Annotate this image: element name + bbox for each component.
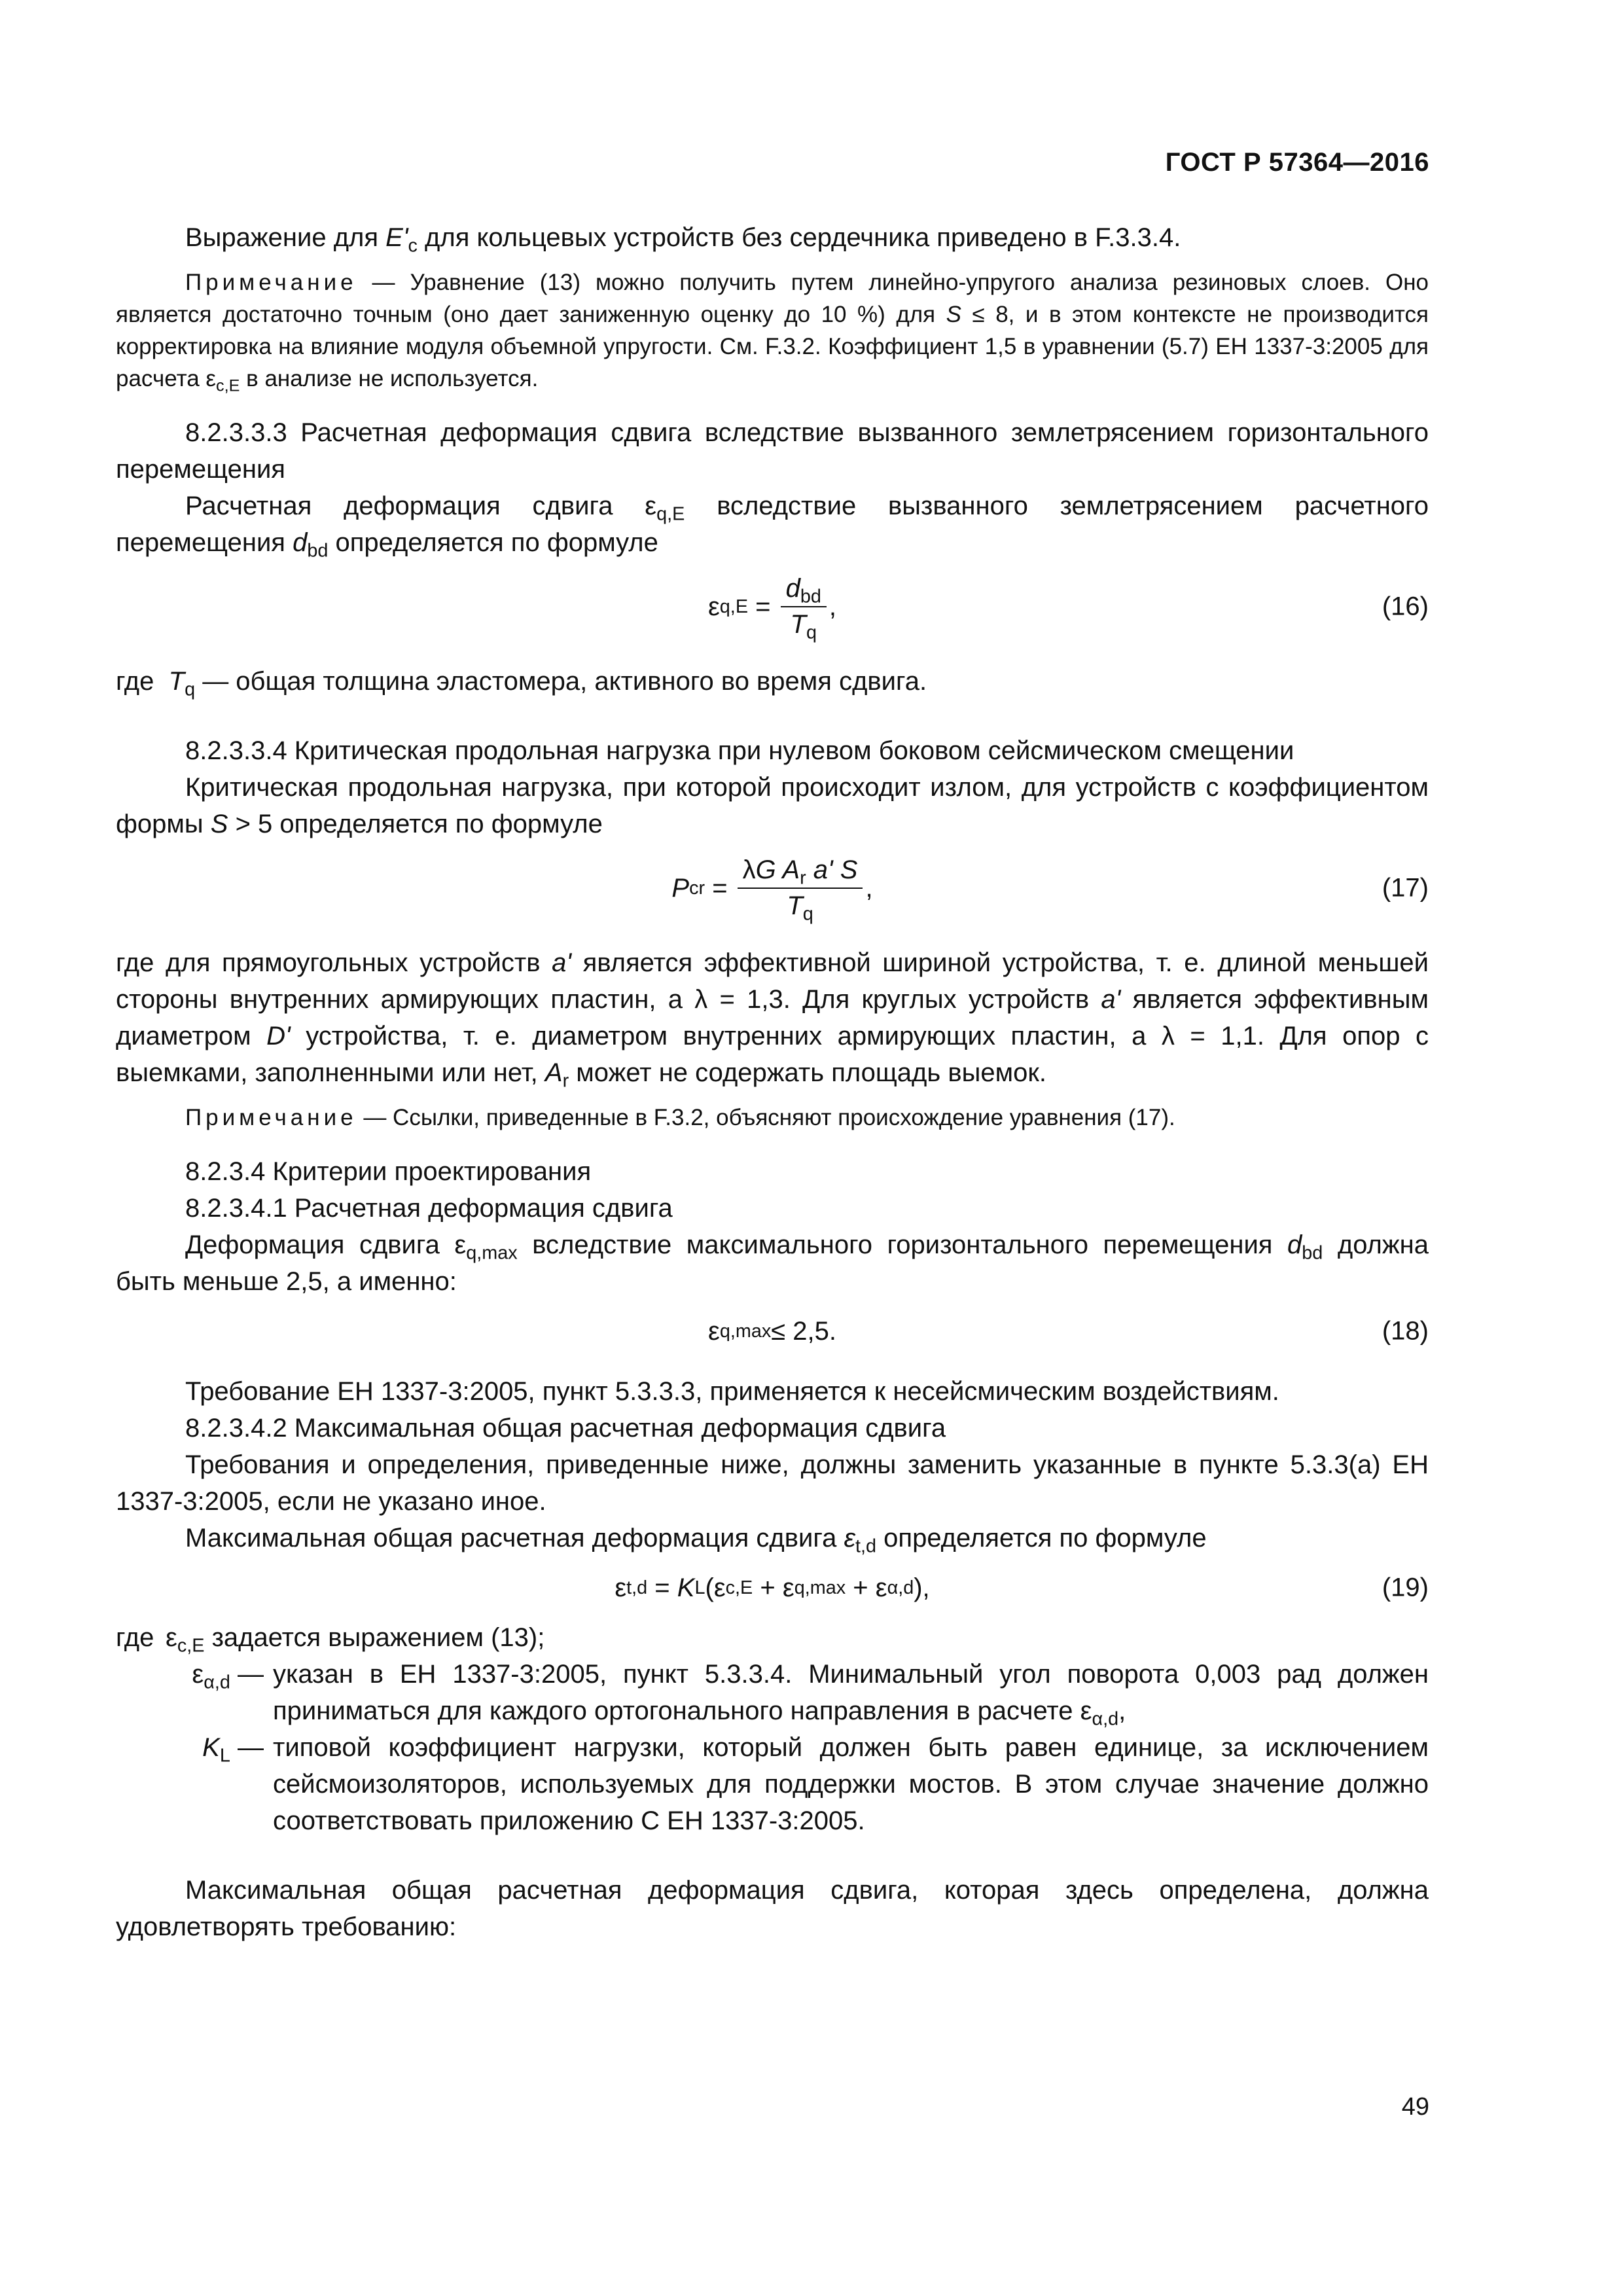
symbol-epsilon: ε bbox=[875, 1573, 887, 1602]
eq-equals: = bbox=[647, 1573, 677, 1602]
symbol: T bbox=[787, 891, 803, 920]
symbol-epsilon: ε bbox=[192, 1660, 204, 1689]
text: вследствие максимального горизонтального перемещения bbox=[517, 1230, 1288, 1259]
subscript: L bbox=[219, 1745, 230, 1767]
eq-lhs: P bbox=[671, 873, 690, 903]
where-word: где bbox=[116, 1623, 154, 1652]
symbol-k: K bbox=[202, 1733, 220, 1762]
symbol: G A bbox=[755, 855, 800, 884]
eq-equals: = bbox=[748, 592, 778, 621]
text: является эффективным диаметром bbox=[116, 985, 1429, 1050]
subscript: q bbox=[185, 679, 196, 700]
note-1 bbox=[116, 266, 1429, 395]
paragraph bbox=[116, 769, 1429, 842]
subscript: r bbox=[800, 867, 806, 889]
eq-paren: ), bbox=[914, 1573, 930, 1602]
where-word: где bbox=[116, 667, 154, 696]
paragraph bbox=[116, 1227, 1429, 1300]
symbol-epsilon: ε bbox=[166, 1623, 177, 1652]
note-2 bbox=[116, 1102, 1429, 1134]
note-text: — Ссылки, приведенные в F.3.2, объясняют происхождение уравнения (17). bbox=[357, 1105, 1175, 1130]
definition-term bbox=[116, 1729, 273, 1839]
text: Расчетная деформация сдвига ε bbox=[185, 492, 657, 520]
equation-number: (16) bbox=[1382, 592, 1429, 621]
text: задается выражением (13); bbox=[204, 1623, 545, 1652]
text: , bbox=[1118, 1696, 1126, 1725]
section-heading-8-2-3-3-3: 8.2.3.3.3 Расчетная деформация сдвига вследствие вызванного землетрясением горизонтального перемещения bbox=[116, 418, 1429, 484]
subscript: c,E bbox=[177, 1635, 205, 1657]
equation-number: (19) bbox=[1382, 1573, 1429, 1602]
eq-plus: + bbox=[846, 1573, 876, 1602]
subscript: c bbox=[408, 235, 418, 257]
section-heading-8-2-3-3-4: 8.2.3.3.4 Критическая продольная нагрузка при нулевом боковом сейсмическом смещении bbox=[185, 736, 1294, 765]
paragraph: Требование ЕН 1337-3:2005, пункт 5.3.3.3, применяется к несейсмическим воздействиям. bbox=[185, 1377, 1279, 1406]
text: определяется по формуле bbox=[328, 528, 658, 557]
text: > 5 определяется по формуле bbox=[228, 810, 603, 838]
symbol-epsilon: ε bbox=[713, 1573, 726, 1602]
equation-number: (17) bbox=[1382, 873, 1429, 903]
page-content bbox=[116, 219, 1429, 1945]
eq-rhs: ≤ 2,5. bbox=[771, 1316, 837, 1346]
symbol-a-prime: a' bbox=[552, 948, 572, 977]
definition-row bbox=[116, 1619, 1429, 1656]
where-line bbox=[116, 663, 1429, 700]
fraction bbox=[738, 855, 863, 925]
equation-16: ε q,E = $\frac{d_{bd}}{T_q}$ , (16) bbox=[707, 574, 1429, 643]
symbol-epsilon: ε bbox=[782, 1573, 794, 1602]
subscript: q,max bbox=[466, 1242, 518, 1264]
eq-lhs: ε bbox=[707, 1316, 720, 1346]
subscript: bd bbox=[800, 586, 821, 607]
text: устройства, т. е. диаметром внутренних армирующих пластин, а λ = 1,1. Для опор с выемками, заполненными или нет, bbox=[116, 1022, 1429, 1087]
eq-lhs: ε bbox=[707, 592, 720, 621]
text: где для прямоугольных устройств bbox=[116, 948, 552, 977]
text: Критическая продольная нагрузка, при которой происходит излом, для устройств с коэффициентом формы bbox=[116, 773, 1429, 838]
symbol-a: A bbox=[544, 1058, 563, 1087]
note-label: Примечание bbox=[185, 270, 357, 295]
definition-text: типовой коэффициент нагрузки, который должен быть равен единице, за исключением сейсмоизоляторов, используемых для поддержки мостов. В этом случае значение должно соответствовать приложению С ЕН 1337-3:2005. bbox=[273, 1733, 1429, 1835]
standard-header: ГОСТ Р 57364—2016 bbox=[1165, 148, 1429, 177]
symbol-epsilon: ε bbox=[844, 1524, 856, 1552]
symbol-s: S bbox=[946, 302, 961, 327]
symbol-k: K bbox=[677, 1573, 695, 1602]
symbol: λ bbox=[742, 855, 756, 884]
dash: — bbox=[230, 1660, 264, 1689]
equation-number: (18) bbox=[1382, 1316, 1429, 1346]
numerator bbox=[781, 574, 827, 607]
text: вследствие вызванного землетрясением расчетного перемещения bbox=[116, 492, 1429, 557]
eq-comma: , bbox=[865, 873, 873, 903]
note-label: Примечание bbox=[185, 1105, 357, 1130]
symbol: a' S bbox=[806, 855, 858, 884]
text: определяется по формуле bbox=[876, 1524, 1207, 1552]
subscript: t,d bbox=[855, 1535, 877, 1557]
subscript: c,E bbox=[216, 376, 240, 395]
symbol-a-prime: a' bbox=[1101, 985, 1121, 1014]
section-heading-8-2-3-4-2: 8.2.3.4.2 Максимальная общая расчетная деформация сдвига bbox=[185, 1414, 946, 1443]
definition-row bbox=[116, 1656, 1429, 1729]
subscript: bd bbox=[307, 540, 329, 562]
dash: — bbox=[230, 1733, 264, 1762]
symbol-e-prime: E' bbox=[385, 223, 408, 252]
text: может не содержать площадь выемок. bbox=[569, 1058, 1046, 1087]
eq-paren: ( bbox=[705, 1573, 714, 1602]
intro-text-end: для кольцевых устройств без сердечника приведено в F.3.3.4. bbox=[417, 223, 1181, 252]
text: является эффективной шириной устройства, т. е. длиной меньшей стороны внутренних армирующих пластин, а λ = 1,3. Для круглых устройств bbox=[116, 948, 1429, 1014]
text: Деформация сдвига ε bbox=[185, 1230, 467, 1259]
text: должна быть меньше 2,5, а именно: bbox=[116, 1230, 1429, 1296]
subscript: bd bbox=[1302, 1242, 1323, 1264]
subscript: α,d bbox=[204, 1672, 230, 1693]
final-paragraph: Максимальная общая расчетная деформация сдвига, которая здесь определена, должна удовлетворять требованию: bbox=[116, 1876, 1429, 1941]
symbol-d: d bbox=[293, 528, 308, 557]
definition-term bbox=[116, 1656, 273, 1729]
intro-text: Выражение для bbox=[185, 223, 386, 252]
definition-text bbox=[166, 1619, 544, 1656]
fraction bbox=[781, 574, 827, 643]
intro-paragraph bbox=[116, 219, 1429, 256]
subscript: q bbox=[802, 903, 813, 925]
eq-lhs: ε bbox=[615, 1573, 627, 1602]
section-heading-8-2-3-4-1: 8.2.3.4.1 Расчетная деформация сдвига bbox=[185, 1194, 673, 1223]
page-number: 49 bbox=[1401, 2093, 1429, 2121]
symbol-d: d bbox=[1287, 1230, 1302, 1259]
symbol: d bbox=[785, 574, 800, 603]
symbol-d-prime: D' bbox=[266, 1022, 291, 1050]
paragraph bbox=[116, 488, 1429, 561]
eq-comma: , bbox=[829, 592, 837, 621]
subscript: r bbox=[562, 1070, 569, 1092]
equation-19: ε t,d = K L ( ε c,E + ε q,max + ε α,d ), (19) bbox=[615, 1573, 1429, 1602]
eq-equals: = bbox=[705, 873, 735, 903]
denominator bbox=[781, 889, 818, 925]
definition-row bbox=[116, 1729, 1429, 1839]
equation-18: ε q,max ≤ 2,5. (18) bbox=[707, 1316, 1429, 1346]
numerator bbox=[738, 855, 863, 889]
note-text: в анализе не используется. bbox=[240, 366, 539, 391]
text: указан в ЕН 1337-3:2005, пункт 5.3.3.4. Минимальный угол поворота 0,003 рад должен приниматься для каждого ортогонального направления в расчете ε bbox=[273, 1660, 1429, 1725]
symbol-t: T bbox=[168, 667, 185, 696]
equation-17: P cr = $\frac{\lambda G A_r a' S}{T_q}$ , (17) bbox=[671, 855, 1429, 925]
section-heading-8-2-3-4: 8.2.3.4 Критерии проектирования bbox=[185, 1157, 592, 1186]
subscript: q bbox=[806, 622, 817, 643]
paragraph bbox=[116, 1520, 1429, 1556]
subscript: α,d bbox=[1092, 1708, 1119, 1730]
denominator bbox=[785, 607, 822, 643]
note-text: ≤ 8, и в этом контексте не производится корректировка на влияние модуля объемной упругости. См. F.3.2. Коэффициент 1,5 в уравнении (5.7) ЕН 1337-3:2005 для расчета ε bbox=[116, 302, 1429, 391]
symbol-s: S bbox=[210, 810, 228, 838]
paragraph-after-eq17 bbox=[116, 944, 1429, 1091]
paragraph: Требования и определения, приведенные ниже, должны заменить указанные в пункте 5.3.3(a) ЕН 1337-3:2005, если не указано иное. bbox=[116, 1450, 1429, 1516]
symbol: T bbox=[790, 610, 806, 639]
text: Максимальная общая расчетная деформация сдвига bbox=[185, 1524, 844, 1552]
eq-plus: + bbox=[753, 1573, 783, 1602]
text: — общая толщина эластомера, активного во время сдвига. bbox=[195, 667, 927, 696]
subscript: q,E bbox=[656, 503, 685, 525]
note-text: — Уравнение (13) можно получить путем линейно-упругого анализа резиновых слоев. Оно является достаточно точным (оно дает заниженную оценку до 10 %) для bbox=[116, 270, 1429, 327]
definition-text bbox=[273, 1656, 1429, 1729]
